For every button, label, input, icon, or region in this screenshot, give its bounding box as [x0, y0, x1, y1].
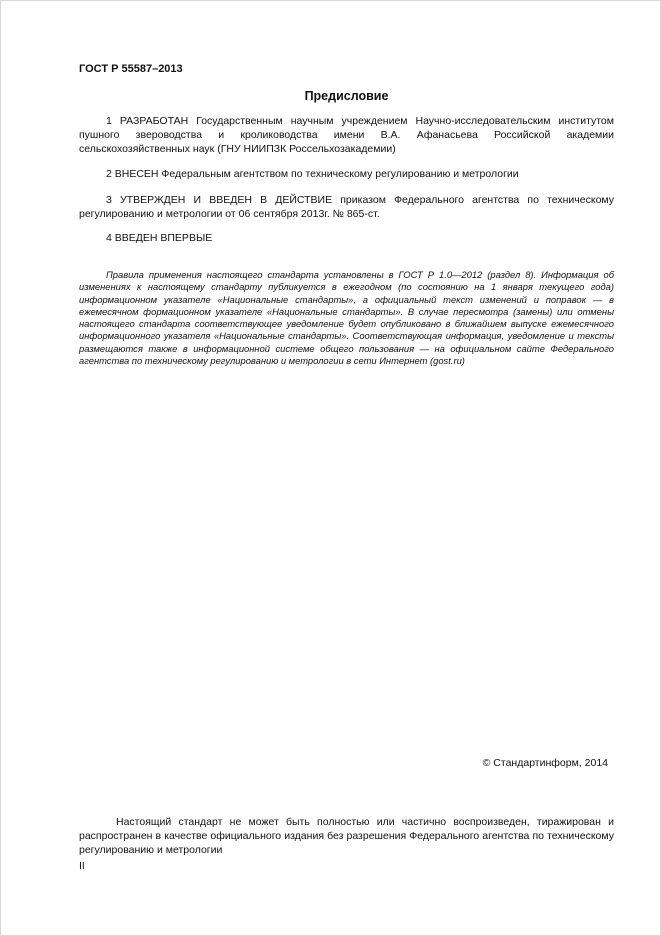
foreword-item-approved: 3 УТВЕРЖДЕН И ВВЕДЕН В ДЕЙСТВИЕ приказом Федерального агентства по техническому регулированию и метрологии от 06 сентября 2013г. № 865-ст.	[79, 194, 614, 220]
page-title: Предисловие	[304, 89, 389, 103]
page-number: II	[79, 860, 85, 872]
application-rules-note: Правила применения настоящего стандарта установлены в ГОСТ Р 1.0—2012 (раздел 8). Информация об изменениях к настоящему стандарту публикуется в ежегодном (по состоянию на 1 января текущего года) информационном указателе «Национальные стандарты», а официальный текст изменений и поправок — в ежемесячном формационном указателе «Национальные стандарты». В случае пересмотра (замены) или отмены настоящего стандарта соответствующее уведомление будет опубликовано в ближайшем выпуске ежемесячного информационного указателя «Национальные стандарты». Соответствующая информация, уведомление и тексты размещаются также в информационной системе общего пользования — на официальном сайте Федерального агентства по техническому регулированию и метрологии в сети Интернет (gost.ru)	[79, 269, 614, 367]
foreword-item-submitted: 2 ВНЕСЕН Федеральным агентством по техническому регулированию и метрологии	[106, 168, 519, 180]
foreword-item-developed: 1 РАЗРАБОТАН Государственным научным учреждением Научно-исследовательским институтом пушного звероводства и кролиководства имени В.А. Афанасьева Российской академии сельскохозяйственных наук (ГНУ НИИПЗК Россельхозакадемии)	[79, 115, 614, 155]
document-code: ГОСТ Р 55587–2013	[79, 63, 183, 75]
copyright-line: © Стандартинформ, 2014	[482, 757, 608, 769]
reproduction-notice: Настоящий стандарт не может быть полностью или частично воспроизведен, тиражирован и распространен в качестве официального издания без разрешения Федерального агентства по техническому регулированию и метрологии	[79, 816, 614, 856]
foreword-item-introduced: 4 ВВЕДЕН ВПЕРВЫЕ	[106, 232, 213, 244]
